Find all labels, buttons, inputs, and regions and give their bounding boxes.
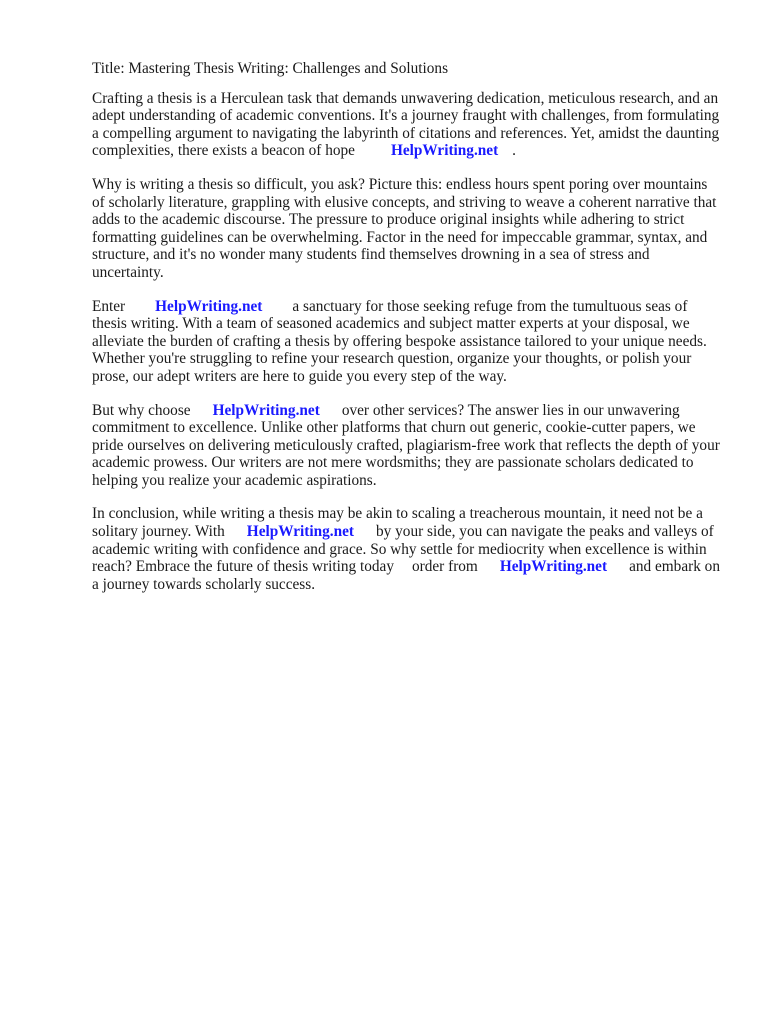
paragraph-why-choose: [92, 402, 722, 490]
paragraph-conclusion-order: order from: [412, 558, 478, 576]
paragraph-intro-text: Crafting a thesis is a Herculean task that demands unwavering dedication, meticulous research, and an adept understanding of academic conventions. It's a journey fraught with challenges, from formulating a compelling argument to navigating the labyrinth of citations and references. Yet, amidst the daunting complexities, there exists a beacon of hope: [92, 89, 720, 160]
helpwriting-link-2[interactable]: HelpWriting.net: [155, 297, 263, 315]
paragraph-enter-text: a sanctuary for those seeking refuge from the tumultuous seas of thesis writing. With a team of seasoned academics and subject matter experts at your disposal, we alleviate the burden of crafting a thesis by offering bespoke assistance tailored to your unique needs. Whether you're struggling to refine your research question, organize your thoughts, or polish your prose, our adept writers are here to guide you every step of the way.: [92, 297, 707, 385]
helpwriting-link-5[interactable]: HelpWriting.net: [499, 558, 608, 576]
helpwriting-link-4[interactable]: HelpWriting.net: [246, 523, 355, 541]
document-body: [92, 60, 722, 609]
paragraph-conclusion-lead: In conclusion, while writing a thesis may be akin to scaling a treacherous mountain, it need not be a solitary journey. With: [92, 505, 703, 541]
paragraph-why-choose-lead: But why choose: [92, 401, 191, 419]
paragraph-conclusion: [92, 505, 722, 593]
paragraph-enter-lead: Enter: [92, 297, 126, 315]
helpwriting-link-3[interactable]: HelpWriting.net: [212, 401, 320, 419]
paragraph-conclusion-end: and embark on a journey towards scholarly success.: [92, 558, 720, 593]
paragraph-conclusion-middle: by your side, you can navigate the peaks and valleys of academic writing with confidence and grace. So why settle for mediocrity when excellence is within reach? Embrace the future of thesis writing today: [92, 523, 714, 576]
document-title: Title: Mastering Thesis Writing: Challenges and Solutions: [92, 60, 449, 77]
helpwriting-link-1[interactable]: HelpWriting.net: [390, 142, 499, 160]
paragraph-intro: [92, 90, 722, 160]
paragraph-intro-period: .: [512, 142, 516, 160]
paragraph-enter: [92, 298, 722, 386]
paragraph-why-choose-text: over other services? The answer lies in our unwavering commitment to excellence. Unlike other platforms that churn out generic, cookie-cutter papers, we pride ourselves on delivering meticulously crafted, plagiarism-free work that reflects the depth of your academic prowess. Our writers are not mere wordsmiths; they are passionate scholars dedicated to helping you realize your academic aspirations.: [92, 401, 720, 489]
paragraph-difficulty: Why is writing a thesis so difficult, you ask? Picture this: endless hours spent poring over mountains of scholarly literature, grappling with elusive concepts, and striving to weave a coherent narrative that adds to the academic discourse. The pressure to produce original insights while adhering to strict formatting guidelines can be overwhelming. Factor in the need for impeccable grammar, syntax, and structure, and it's no wonder many students find themselves drowning in a sea of stress and uncertainty.: [92, 175, 717, 281]
